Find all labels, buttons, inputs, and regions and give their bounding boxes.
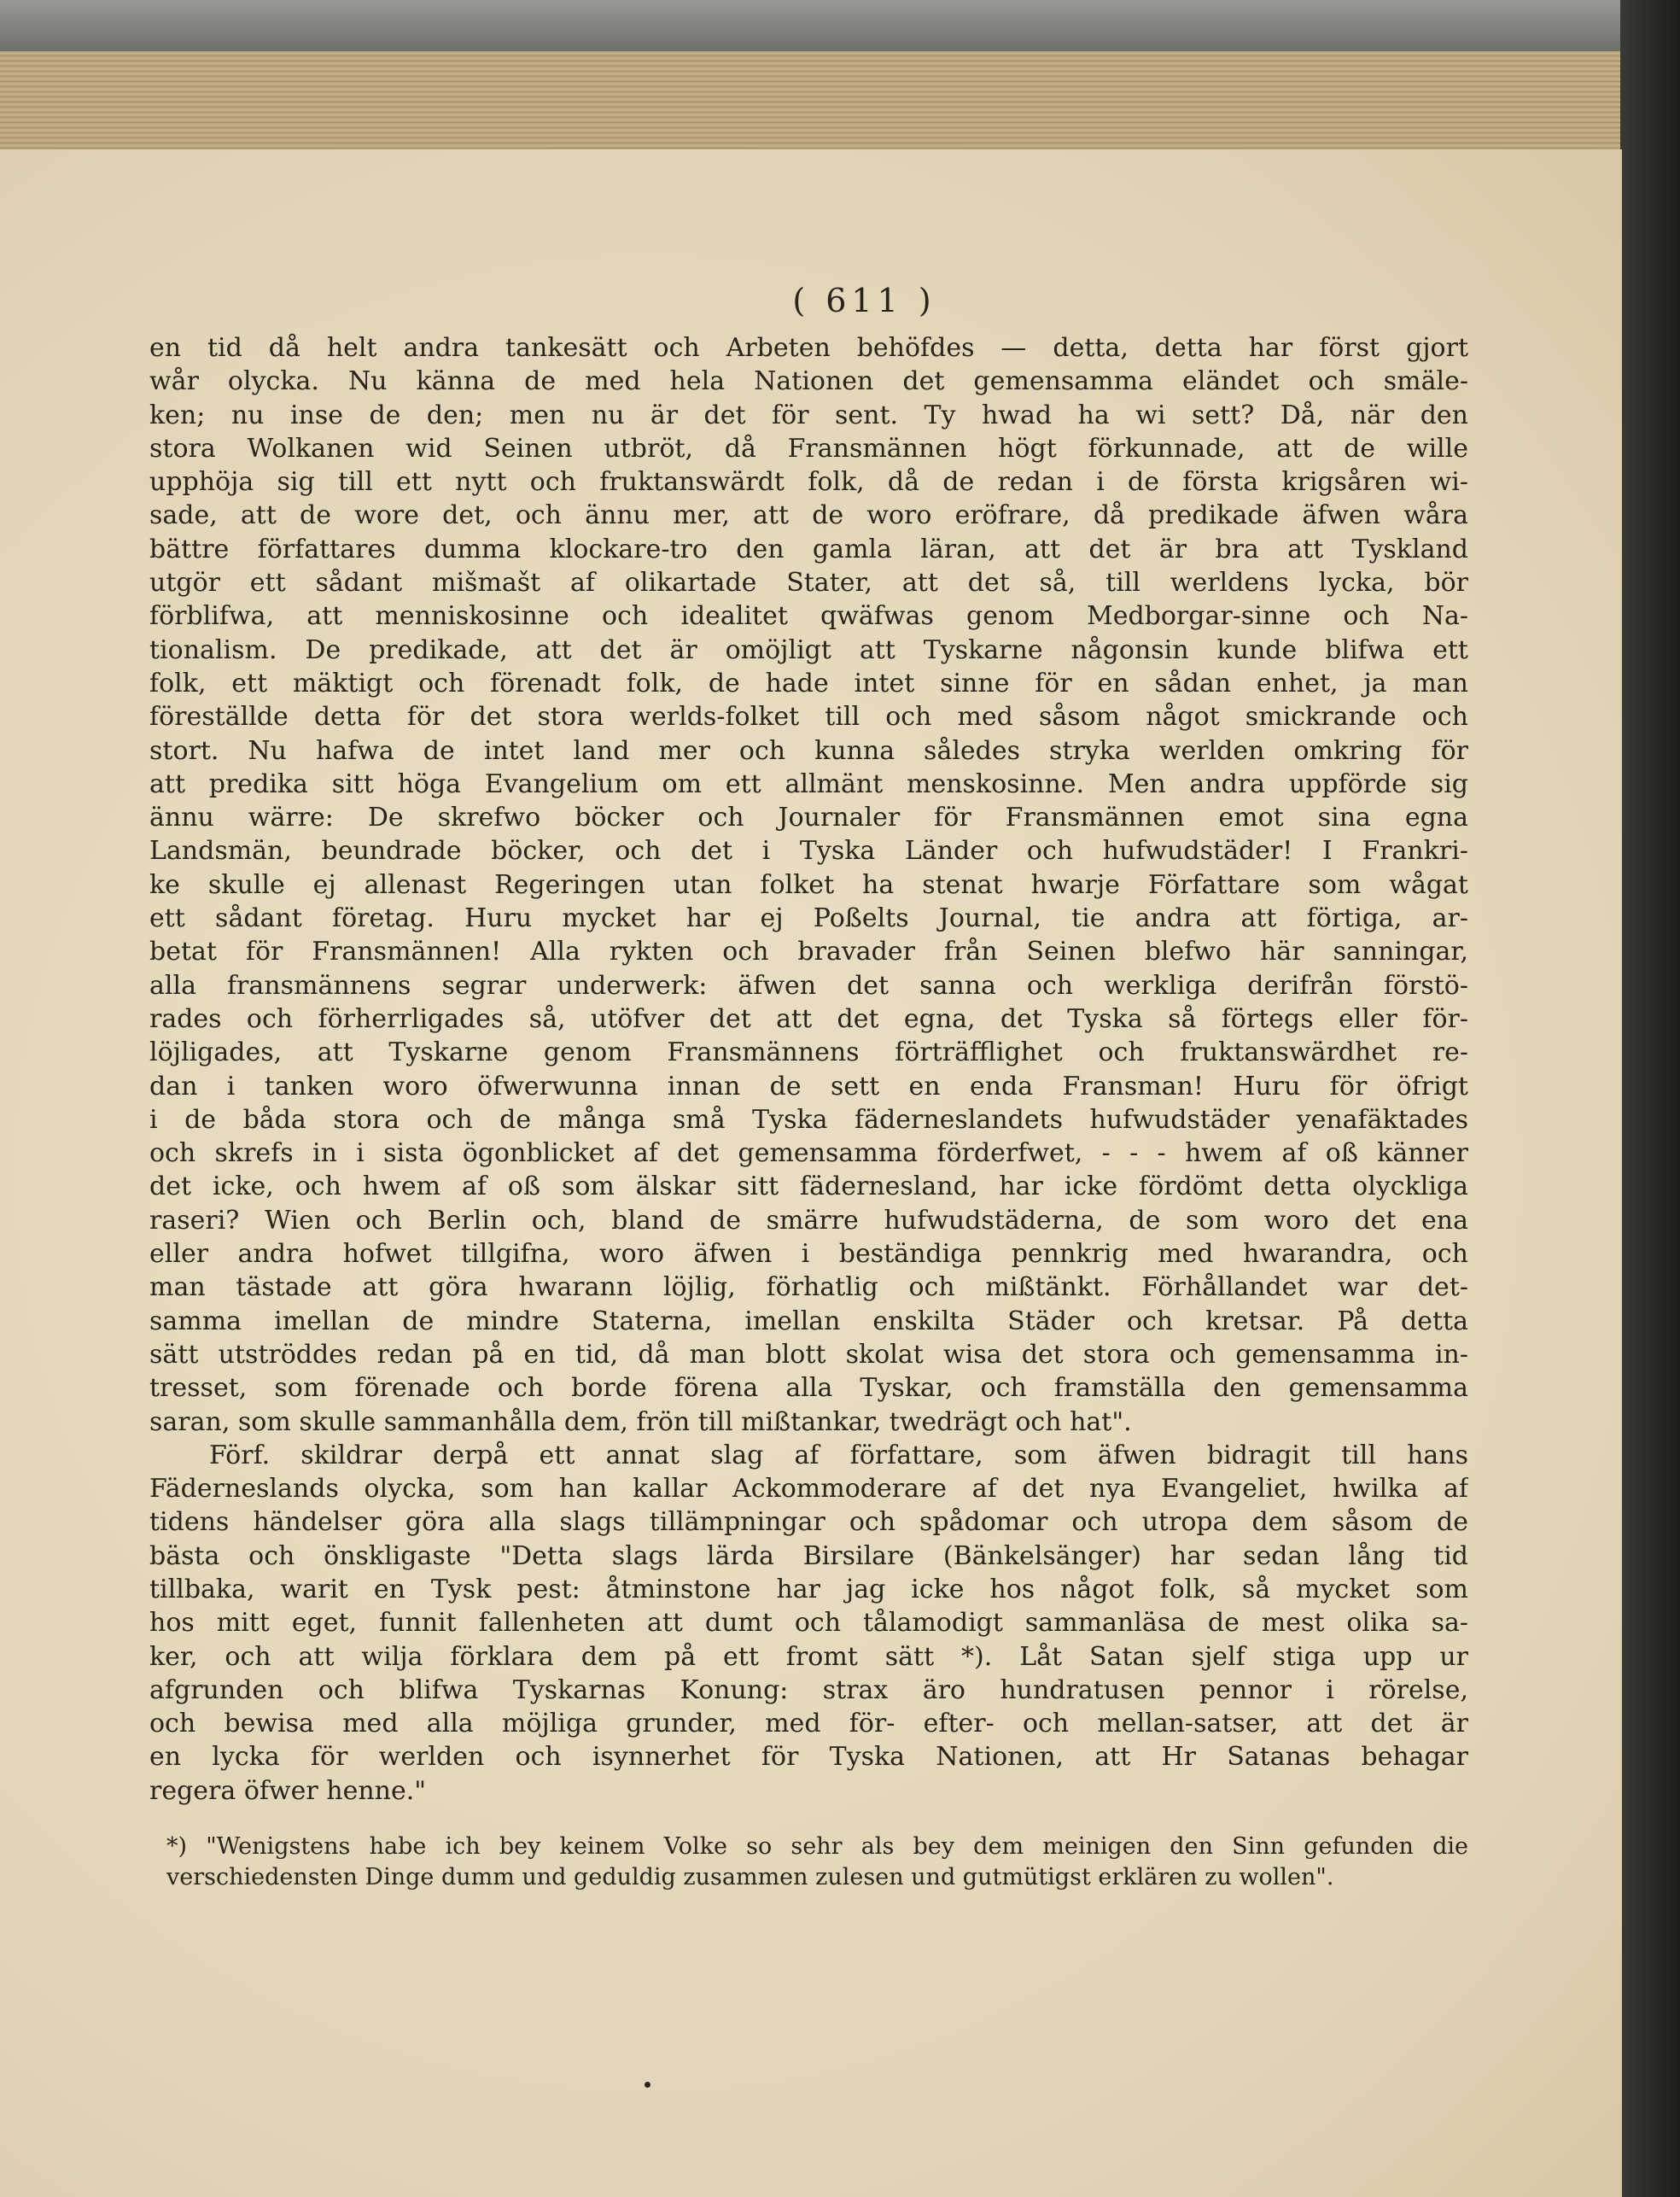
text-line: utgör ett sådant mišmašt af olikartade Stater, att det så, till werldens lycka, bör: [149, 568, 1468, 599]
text-line: dan i tanken woro öfwerwunna innan de sett en enda Fransman! Huru för öfrigt: [149, 1071, 1468, 1101]
text-line: ett sådant företag. Huru mycket har ej Poßelts Journal, tie andra att förtiga, ar-: [149, 903, 1468, 934]
book-spine-shadow: [1620, 0, 1680, 2197]
text-line: ken; nu inse de den; men nu är det för sent. Ty hwad ha wi sett? Då, när den: [149, 400, 1468, 430]
text-line: folk, ett mäktigt och förenadt folk, de hade intet sinne för en sådan enhet, ja man: [149, 668, 1468, 698]
text-line: regera öfwer henne.": [149, 1775, 427, 1806]
book-page: [0, 149, 1622, 2197]
text-line: tidens händelser göra alla slags tillämpningar och spådomar och utropa dem såsom de: [149, 1507, 1468, 1538]
text-line: Landsmän, beundrade böcker, och det i Tyska Länder och hufwudstäder! I Frankri-: [149, 836, 1468, 867]
text-line: sade, att de wore det, och ännu mer, att de woro eröfrare, då predikade äfwen wåra: [149, 500, 1468, 531]
text-line: raseri? Wien och Berlin och, bland de smärre hufwudstäderna, de som woro det ena: [149, 1205, 1468, 1236]
text-line: saran, som skulle sammanhålla dem, frön till mißtankar, twedrägt och hat".: [149, 1406, 1132, 1437]
text-line: man tästade att göra hwarann löjlig, förhatlig och mißtänkt. Förhållandet war det-: [149, 1272, 1468, 1303]
text-line: i de båda stora och de många små Tyska fäderneslandets hufwudstäder yenafäktades: [149, 1104, 1468, 1135]
text-line: betat för Fransmännen! Alla rykten och bravader från Seinen blefwo här sanningar,: [149, 937, 1468, 967]
text-line: att predika sitt höga Evangelium om ett allmänt menskosinne. Men andra uppförde sig: [149, 768, 1468, 799]
footnote-line: verschiedensten Dinge dumm und geduldig zusammen zulesen und gutmütigst erklären zu wollen".: [166, 1864, 1334, 1891]
text-line: det icke, och hwem af oß som älskar sitt fädernesland, har icke fördömt detta olyckliga: [149, 1172, 1468, 1202]
text-line: sätt utströddes redan på en tid, då man blott skolat wisa det stora och gemensamma in-: [149, 1339, 1468, 1370]
ink-dot: [645, 2082, 650, 2088]
text-line: löjligades, att Tyskarne genom Fransmännens förträfflighet och fruktanswärdhet re-: [149, 1037, 1468, 1068]
book-page-edges: [0, 51, 1622, 154]
text-line: och bewisa med alla möjliga grunder, med för- efter- och mellan-satser, att det är: [149, 1709, 1468, 1739]
text-line: eller andra hofwet tillgifna, woro äfwen i beständiga pennkrig med hwarandra, och: [149, 1239, 1468, 1270]
text-line: ke skulle ej allenast Regeringen utan folket ha stenat hwarje Författare som wågat: [149, 869, 1468, 900]
text-line: tillbaka, warit en Tysk pest: åtminstone har jag icke hos något folk, så mycket som: [149, 1574, 1468, 1604]
text-line: förblifwa, att menniskosinne och idealitet qwäfwas genom Medborgar-sinne och Na-: [149, 601, 1468, 632]
text-line: tionalism. De predikade, att det är omöjligt att Tyskarne någonsin kunde blifwa ett: [149, 634, 1468, 665]
footnote: [149, 1832, 1468, 1893]
text-line: föreställde detta för det stora werlds-folket till och med såsom något smickrande och: [149, 702, 1468, 733]
text-line: Fäderneslands olycka, som han kallar Ackommoderare af det nya Evangeliet, hwilka af: [149, 1474, 1468, 1505]
text-line: bästa och önskligaste "Detta slags lärda Birsilare (Bänkelsänger) har sedan lång tid: [149, 1540, 1468, 1571]
text-line: bättre författares dumma klockare-tro den gamla läran, att det är bra att Tyskland: [149, 534, 1468, 564]
main-paragraph: [149, 331, 1468, 1439]
text-line: stora Wolkanen wid Seinen utbröt, då Fransmännen högt förkunnade, att de wille: [149, 433, 1468, 464]
text-line: ännu wärre: De skrefwo böcker och Journaler för Fransmännen emot sina egna: [149, 803, 1468, 833]
text-line: tresset, som förenade och borde förena alla Tyskar, och framställa den gemensamma: [149, 1373, 1468, 1404]
text-line: upphöja sig till ett nytt och fruktanswärdt folk, då de redan i de första krigsåren wi-: [149, 467, 1468, 498]
text-line: och skrefs in i sista ögonblicket af det gemensamma förderfwet, - - - hwem af oß känner: [149, 1138, 1468, 1169]
text-line: alla fransmännens segrar underwerk: äfwen det sanna och werkliga derifrån förstö-: [149, 970, 1468, 1001]
text-line: en tid då helt andra tankesätt och Arbeten behöfdes — detta, detta har först gjort: [149, 333, 1468, 363]
text-line: samma imellan de mindre Staterna, imellan enskilta Städer och kretsar. På detta: [149, 1306, 1468, 1336]
text-line: ker, och att wilja förklara dem på ett fromt sätt *). Låt Satan sjelf stiga upp ur: [149, 1641, 1468, 1672]
text-line: wår olycka. Nu känna de med hela Nationen det gemensamma eländet och smäle-: [149, 366, 1468, 397]
text-line: en lycka för werlden och isynnerhet för Tyska Nationen, att Hr Satanas behagar: [149, 1742, 1468, 1773]
text-line: hos mitt eget, funnit fallenheten att dumt och tålamodigt sammanläsa de mest olika sa-: [149, 1608, 1468, 1639]
page-content: [149, 282, 1468, 1893]
scan-top-margin: [0, 0, 1622, 51]
text-line: Förf. skildrar derpå ett annat slag af författare, som äfwen bidragit till hans: [209, 1440, 1468, 1470]
second-paragraph: [149, 1439, 1468, 1808]
text-line: stort. Nu hafwa de intet land mer och kunna således stryka werlden omkring för: [149, 735, 1468, 766]
text-line: rades och förherrligades så, utöfver det att det egna, det Tyska så förtegs eller för-: [149, 1003, 1468, 1034]
page-number: ( 611 ): [792, 282, 936, 319]
footnote-line: *) "Wenigstens habe ich bey keinem Volke so sehr als bey dem meinigen den Sinn gefunden die: [166, 1833, 1468, 1861]
text-line: afgrunden och blifwa Tyskarnas Konung: strax äro hundratusen pennor i rörelse,: [149, 1674, 1468, 1705]
